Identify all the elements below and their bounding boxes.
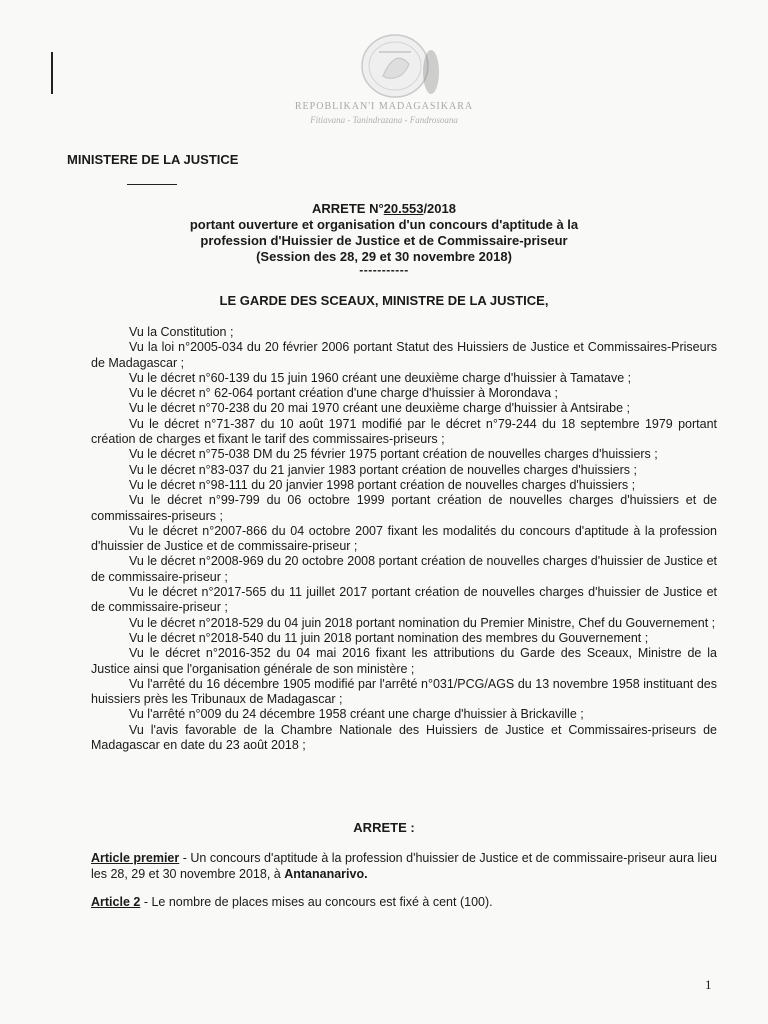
- visa-item: Vu le décret n°99-799 du 06 octobre 1999 portant création de nouvelles charges d'huissiers et de commissaires-priseurs ;: [91, 493, 717, 523]
- arrete-heading: ARRETE :: [353, 820, 415, 835]
- visa-item: Vu le décret n°75-038 DM du 25 février 1975 portant création de nouvelles charges d'huissiers ;: [129, 447, 658, 462]
- article-2-label: Article 2: [91, 895, 141, 909]
- legal-references-list: [91, 325, 717, 753]
- visa-item: Vu le décret n°2018-540 du 11 juin 2018 portant nomination des membres du Gouvernement ;: [129, 630, 649, 645]
- visa-item: Vu le décret n°98-111 du 20 janvier 1998 portant création de nouvelles charges d'huissiers ;: [129, 477, 636, 492]
- decree-session-dates: (Session des 28, 29 et 30 novembre 2018): [256, 249, 512, 264]
- visa-item: Vu le décret n°2018-529 du 04 juin 2018 portant nomination du Premier Ministre, Chef du Gouvernement ;: [129, 615, 716, 630]
- ministry-underline: [127, 184, 177, 185]
- decree-title: [0, 201, 768, 216]
- page-number: 1: [705, 977, 712, 992]
- decree-subtitle-line-1: portant ouverture et organisation d'un concours d'aptitude à la: [189, 217, 579, 232]
- article-1-label: Article premier: [91, 851, 180, 865]
- article-2-text: - Le nombre de places mises au concours est fixé à cent (100).: [140, 895, 493, 909]
- article-1-text: - Un concours d'aptitude à la profession d'huissier de Justice et de commissaire-priseur aura lieu les 28, 29 et 30 novembre 2018, à: [91, 851, 718, 881]
- visa-item: Vu le décret n°70-238 du 20 mai 1970 créant une deuxième charge d'huissier à Antsirabe ;: [129, 401, 630, 416]
- decree-year: /2018: [423, 201, 456, 216]
- visa-item: Vu le décret n°2017-565 du 11 juillet 2017 portant création de nouvelles charges d'huissier de Justice et de commissaire-priseur ;: [91, 585, 717, 615]
- ministry-title: MINISTERE DE LA JUSTICE: [67, 152, 239, 167]
- visa-item: Vu la Constitution ;: [129, 325, 234, 339]
- visa-item: Vu l'arrêté n°009 du 24 décembre 1958 créant une charge d'huissier à Brickaville ;: [129, 707, 584, 722]
- visa-item: Vu la loi n°2005-034 du 20 février 2006 portant Statut des Huissiers de Justice et Commissaires-Priseurs de Madagascar ;: [91, 340, 717, 370]
- republic-seal-emblem: [357, 34, 441, 100]
- margin-mark: [51, 52, 53, 94]
- republic-motto: Fitiavana - Tanindrazana - Fandrosoana: [310, 115, 458, 125]
- visa-item: Vu l'avis favorable de la Chambre Nationale des Huissiers de Justice et Commissaires-priseurs de Madagascar en date du 23 août 2018 ;: [91, 722, 717, 753]
- visa-item: Vu le décret n°2007-866 du 04 octobre 2007 fixant les modalités du concours d'aptitude à la profession d'huissier de Justice et de commissaire-priseur ;: [91, 523, 717, 554]
- visa-item: Vu le décret n°60-139 du 15 juin 1960 créant une deuxième charge d'huissier à Tamatave ;: [129, 370, 632, 385]
- decree-subtitle-line-2: profession d'Huissier de Justice et de Commissaire-priseur: [200, 233, 568, 248]
- authority-heading: LE GARDE DES SCEAUX, MINISTRE DE LA JUSTICE,: [219, 293, 549, 308]
- decree-title-prefix: ARRETE N°: [312, 201, 384, 216]
- visa-item: Vu le décret n°2016-352 du 04 mai 2016 fixant les attributions du Garde des Sceaux, Ministre de la Justice ainsi que l'organisation générale de son ministère ;: [91, 646, 717, 676]
- republic-name: REPOBLIKAN'I MADAGASIKARA: [294, 101, 474, 112]
- title-separator: -----------: [359, 263, 409, 277]
- visa-item: Vu le décret n° 62-064 portant création d'une charge d'huissier à Morondava ;: [129, 386, 559, 401]
- article-1: [91, 850, 717, 882]
- article-1-place: Antananarivo.: [284, 867, 368, 881]
- visa-item: Vu le décret n°2008-969 du 20 octobre 2008 portant création de nouvelles charges d'huissier de Justice et de commissaire-priseur ;: [91, 554, 717, 584]
- visa-item: Vu l'arrêté du 16 décembre 1905 modifié par l'arrêté n°031/PCG/AGS du 13 novembre 1958 instituant des huissiers près les Tribunaux de Madagascar ;: [91, 676, 717, 707]
- decree-number: 20.553: [383, 201, 424, 216]
- article-2: [91, 894, 717, 910]
- visa-item: Vu le décret n°83-037 du 21 janvier 1983 portant création de nouvelles charges d'huissiers ;: [129, 462, 637, 477]
- visa-item: Vu le décret n°71-387 du 10 août 1971 modifié par le décret n°79-244 du 18 septembre 1979 portant création de charges et fixant le tarif des commissaires-priseurs ;: [91, 416, 717, 447]
